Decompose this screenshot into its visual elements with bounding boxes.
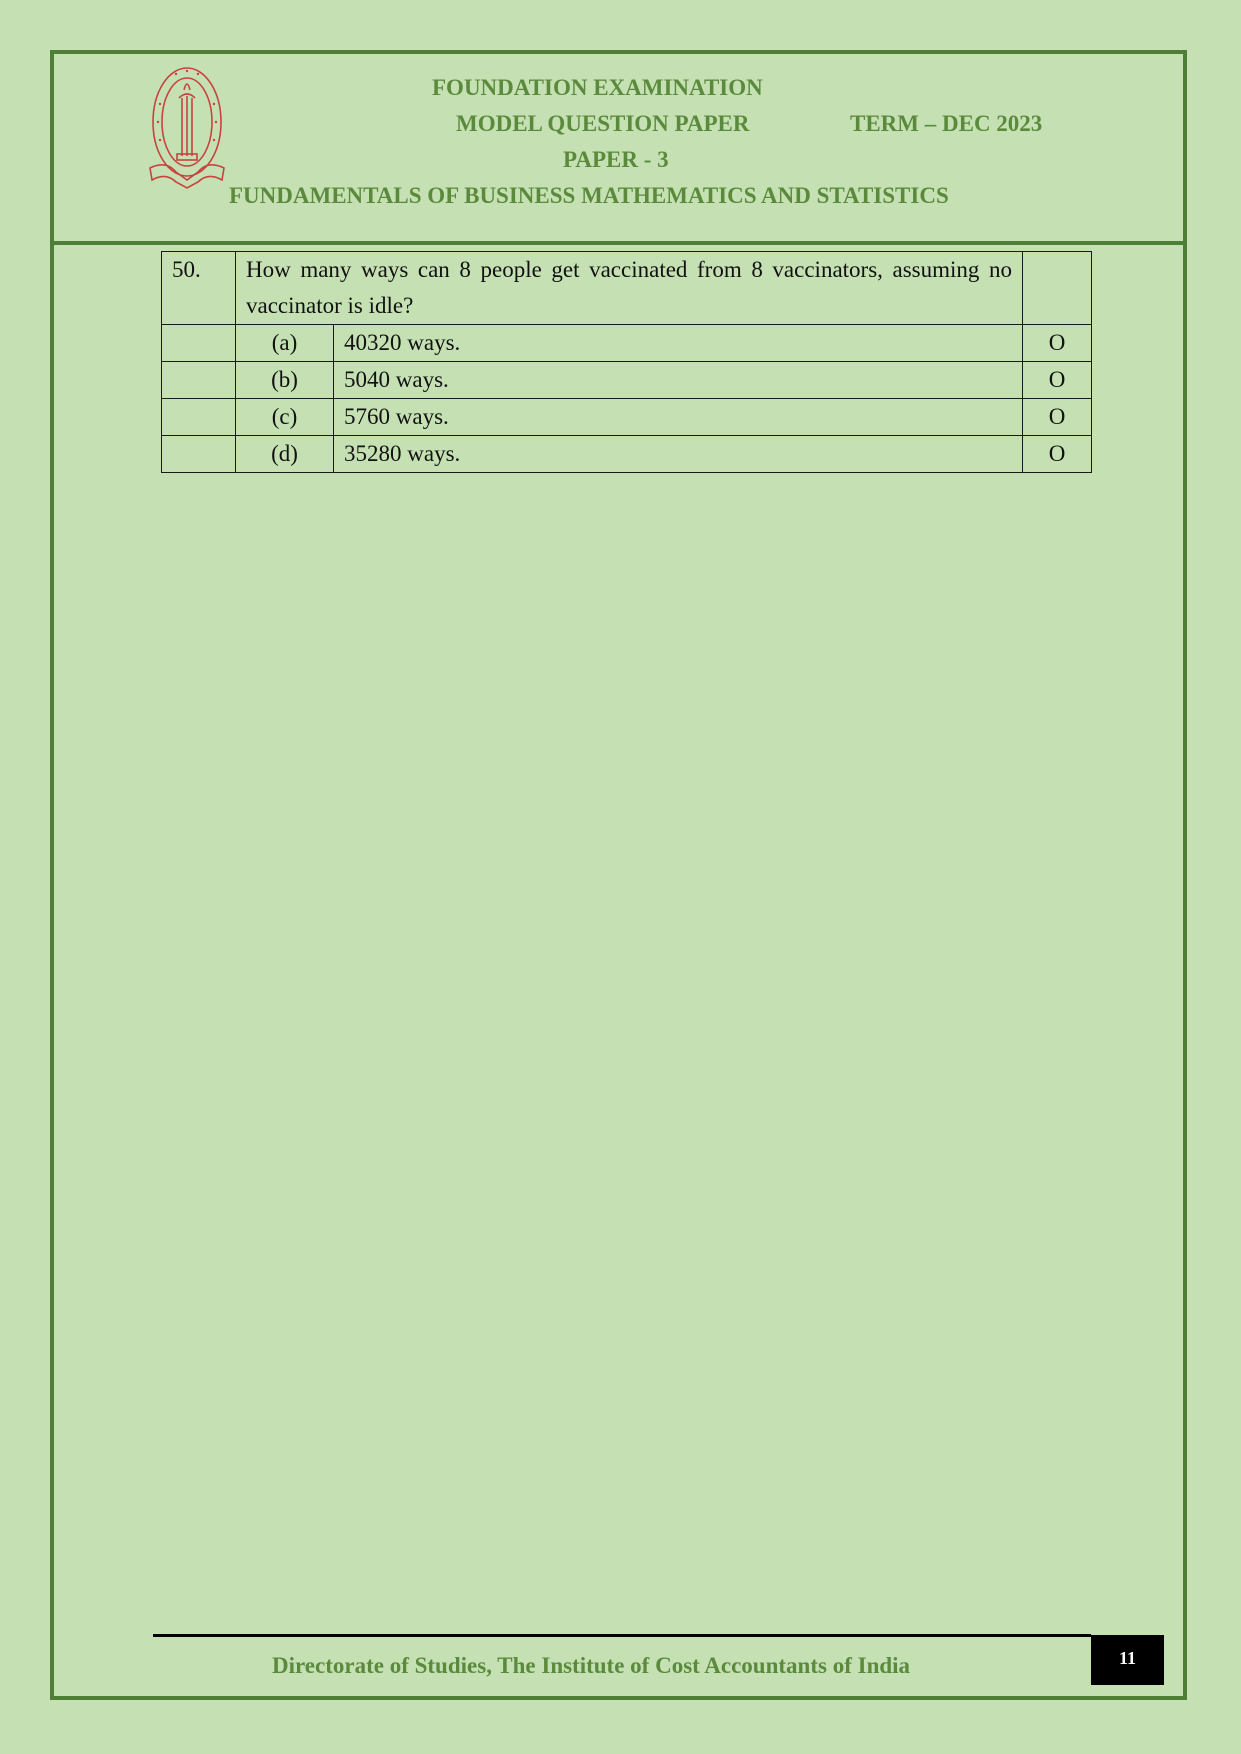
paper-number: PAPER - 3: [563, 147, 669, 172]
exam-title: FOUNDATION EXAMINATION: [432, 75, 763, 100]
option-spacer: [162, 325, 236, 362]
option-text: 35280 ways.: [334, 436, 1023, 473]
header-divider: [50, 241, 1187, 245]
option-row-a: [162, 325, 1092, 362]
option-label: (d): [236, 436, 334, 473]
option-spacer: [162, 362, 236, 399]
option-label: (b): [236, 362, 334, 399]
institute-logo-icon: [146, 64, 228, 192]
option-spacer: [162, 436, 236, 473]
option-row-d: [162, 436, 1092, 473]
option-row-c: [162, 399, 1092, 436]
option-text: 5760 ways.: [334, 399, 1023, 436]
term-label: TERM – DEC 2023: [850, 111, 1043, 136]
paper-type: MODEL QUESTION PAPER: [456, 111, 750, 136]
option-mark: O: [1023, 436, 1092, 473]
option-mark: O: [1023, 325, 1092, 362]
option-label: (a): [236, 325, 334, 362]
question-row: [162, 252, 1092, 325]
footer-text: Directorate of Studies, The Institute of Cost Accountants of India: [272, 1653, 911, 1678]
question-number: 50.: [162, 252, 236, 325]
question-table: [161, 251, 1092, 473]
question-mark-cell: [1023, 252, 1092, 325]
page-number: 11: [1091, 1635, 1164, 1685]
option-text: 40320 ways.: [334, 325, 1023, 362]
option-mark: O: [1023, 399, 1092, 436]
option-spacer: [162, 399, 236, 436]
footer-divider: [153, 1634, 1091, 1637]
option-mark: O: [1023, 362, 1092, 399]
subject-title: FUNDAMENTALS OF BUSINESS MATHEMATICS AND STATISTICS: [229, 183, 949, 208]
question-text: How many ways can 8 people get vaccinated from 8 vaccinators, assuming no vaccinator is idle?: [236, 252, 1023, 325]
option-label: (c): [236, 399, 334, 436]
option-row-b: [162, 362, 1092, 399]
option-text: 5040 ways.: [334, 362, 1023, 399]
